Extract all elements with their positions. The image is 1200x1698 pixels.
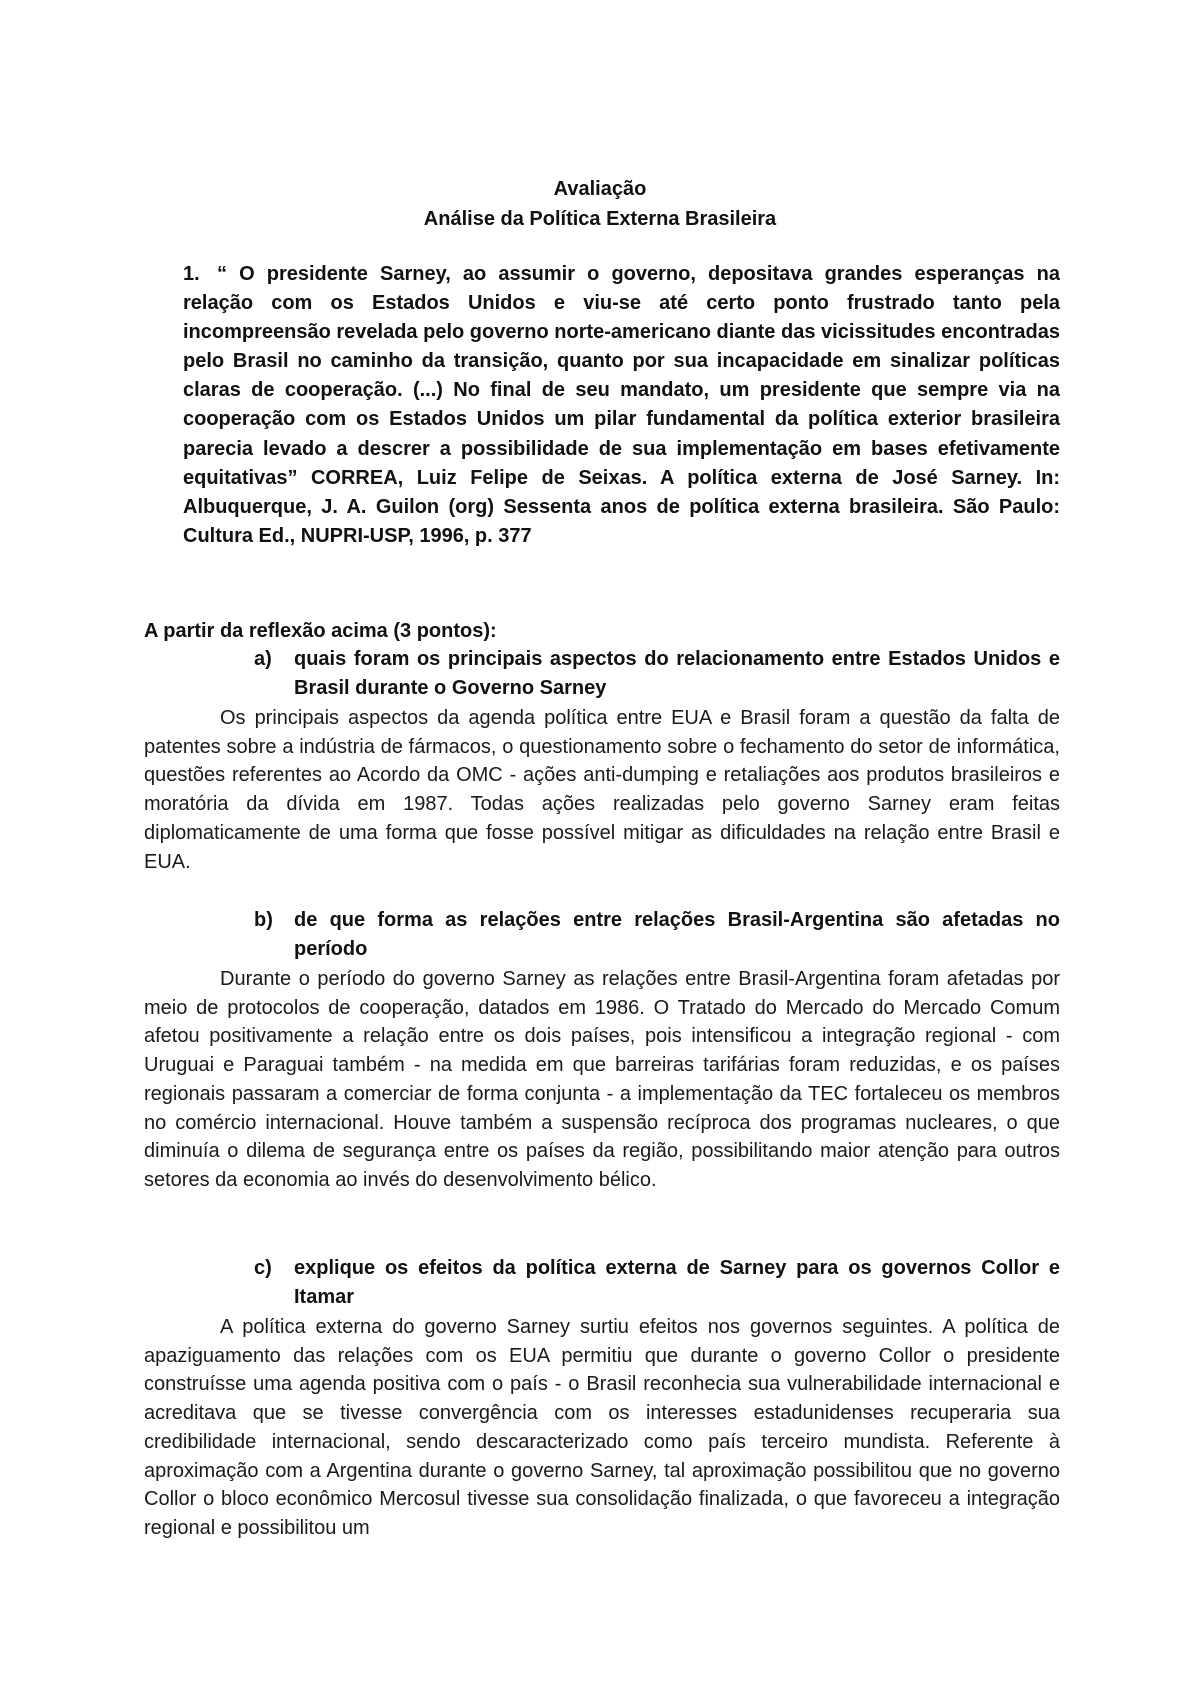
document-subtitle: Análise da Política Externa Brasileira bbox=[423, 208, 777, 230]
section-a-answer: Os principais aspectos da agenda política entre EUA e Brasil foram a questão da falta de patentes sobre a indústria de fármacos, o questionamento sobre o fechamento do setor de informática, questões referentes ao Acordo da OMC - ações anti-dumping e retaliações aos produtos brasileiros e moratória da dívida em 1987. Todas ações realizadas pelo governo Sarney eram feitas diplomaticamente de uma forma que fosse possível mitigar as dificuldades na relação entre Brasil e EUA. bbox=[144, 707, 1060, 873]
question-text: “ O presidente Sarney, ao assumir o governo, depositava grandes esperanças na relação com os Estados Unidos e viu-se até certo ponto frustrado tanto pela incompreensão revelada pelo governo norte-americano diante das vicissitudes encontradas pelo Brasil no caminho da transição, quanto por sua incapacidade em sinalizar políticas claras de cooperação. (...) No final de seu mandato, um presidente que sempre via na cooperação com os Estados Unidos um pilar fundamental da política exterior brasileira parecia levado a descrer a possibilidade de sua implementação em bases efetivamente equitativas” CORREA, Luiz Felipe de Seixas. A política externa de José Sarney. In: Albuquerque, J. A. Guilon (org) Sessenta anos de política externa brasileira. São Paulo: Cultura Ed., NUPRI-USP, 1996, p. 377 bbox=[183, 263, 1060, 547]
section-b-heading bbox=[254, 906, 1060, 964]
title-block bbox=[0, 174, 1200, 234]
section-c-letter: c) bbox=[254, 1257, 272, 1279]
instructions: A partir da reflexão acima (3 pontos): bbox=[144, 620, 497, 642]
section-b-question: de que forma as relações entre relações Brasil-Argentina são afetadas no período bbox=[294, 909, 1060, 960]
document-title: Avaliação bbox=[553, 178, 647, 200]
section-a-letter: a) bbox=[254, 648, 272, 670]
section-c-heading bbox=[254, 1254, 1060, 1312]
section-b-letter: b) bbox=[254, 909, 273, 931]
section-c-question: explique os efeitos da política externa de Sarney para os governos Collor e Itamar bbox=[294, 1257, 1060, 1308]
section-c-answer: A política externa do governo Sarney surtiu efeitos nos governos seguintes. A política de apaziguamento das relações com os EUA permitiu que durante o governo Collor o presidente construísse uma agenda positiva com o país - o Brasil reconhecia sua vulnerabilidade internacional e acreditava que se tivesse convergência com os interesses estadunidenses recuperaria sua credibilidade internacional, sendo descaracterizado como país terceiro mundista. Referente à aproximação com a Argentina durante o governo Sarney, tal aproximação possibilitou que no governo Collor o bloco econômico Mercosul tivesse sua consolidação finalizada, o que favoreceu a integração regional e possibilitou um bbox=[144, 1316, 1060, 1539]
question-1 bbox=[183, 260, 1060, 551]
section-a-question: quais foram os principais aspectos do relacionamento entre Estados Unidos e Brasil durante o Governo Sarney bbox=[294, 648, 1060, 699]
section-a-heading bbox=[254, 645, 1060, 703]
question-number: 1. bbox=[183, 263, 200, 285]
section-b-answer: Durante o período do governo Sarney as relações entre Brasil-Argentina foram afetadas por meio de protocolos de cooperação, datados em 1986. O Tratado do Mercado do Mercado Comum afetou positivamente a relação entre os dois países, pois intensificou a integração regional - com Uruguai e Paraguai também - na medida em que barreiras tarifárias foram reduzidas, e os países regionais passaram a comerciar de forma conjunta - a implementação da TEC fortaleceu os membros no comércio internacional. Houve também a suspensão recíproca dos programas nucleares, o que diminuía o dilema de segurança entre os países da região, possibilitando maior atenção para outros setores da economia ao invés do desenvolvimento bélico. bbox=[144, 968, 1060, 1191]
